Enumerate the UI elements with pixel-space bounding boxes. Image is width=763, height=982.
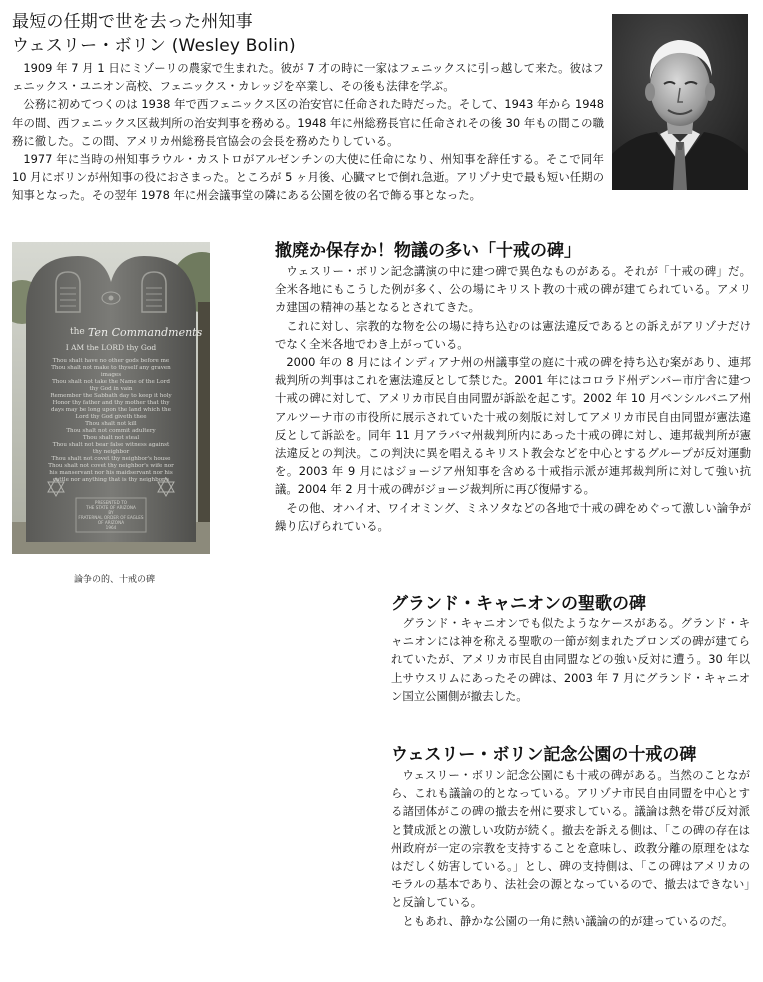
plaque-line: OF ARIZONA [97,520,125,525]
tablet-line: Honor thy father and thy mother that thy [52,400,170,406]
tablet-line: Thou shalt not covet thy neighbor's house [51,456,171,462]
section2-text [391,614,750,705]
article-title: 最短の任期で世を去った州知事 [12,12,253,32]
tablet-lord-line: I AM the LORD thy God [65,343,157,352]
plaque-line: PRESENTED TO [94,500,128,505]
intro-paragraph: 1909 年 7 月 1 日にミゾーリの農家で生まれた。彼が 7 才の時に一家はフェニックスに引っ越して来た。彼はフェニックス・ユニオン高校、フェニックス・カレッジを卒業し、その後も法律を学ぶ。 [12,61,604,94]
tablet-line: Thou shalt not steal [82,435,140,441]
tablet-line: Thou shalt not make to thyself any graven [51,365,171,371]
monument-caption: 論争の的、十戒の碑 [74,575,156,585]
tablet-line: Remember the Sabbath day to keep it holy [50,393,172,399]
tablet-title-the: the [70,327,85,337]
tablet-line: thy God in vain [89,386,133,392]
tablet-title: Ten Commandments [88,326,203,339]
section1-text [275,262,751,535]
tablet-line: his manservant nor his maidservant nor his [49,470,173,476]
section3-text [391,766,750,930]
intro-text [12,59,604,205]
intro-paragraph: 1977 年に当時の州知事ラウル・カストロがアルゼンチンの大使に任命になり、州知事を辞任する。そこで同年 10 月にボリンが州知事の役におさまった。ところが 5 ヶ月後、心臓マヒで倒れ急逝。アリゾナ史で最も短い任期の知事となった。その翌年 1978 年に州会議事堂の隣にある公園を彼の名で飾る事となった。 [12,152,604,203]
section3-paragraph: ウェスリー・ボリン記念公園にも十戒の碑がある。当然のことながら、これも議論の的となっている。アリゾナ市民自由同盟を中心とする諸団体がこの碑の撤去を州に要求している。議論は熱を帯び反対派と賛成派との激しい攻防が続く。撤去を訴える側は、「この碑の存在は州政府が一定の宗教を支持することを意味し、政教分離の原理をはなはだしく妨害している。」とし、碑の支持側は、「この碑はアメリカのモラルの基本であり、法社会の源となっているので、撤去はできない」と反論している。 [391,768,750,910]
tablet-line: Thou shalt have no other gods before me [52,358,170,364]
tablet-line: Thou shalt not bear false witness against [52,442,170,448]
portrait-illustration [612,14,748,190]
plaque-line: THE STATE OF ARIZONA [86,505,136,510]
ten-commandments-monument [12,242,210,554]
plaque-line: BY [108,510,114,515]
section3-heading: ウェスリー・ボリン記念公園の十戒の碑 [391,745,697,765]
tablet-line: days may be long upon the land which the [51,407,171,413]
intro-paragraph: 公務に初めてつくのは 1938 年で西フェニックス区の治安官に任命された時だった。そして、1943 年から 1948 年の間、西フェニックス区裁判所の治安判事を務める。1948 年に州総務長官に任命されその後 30 年もの間この職務に徹した。この間、アメリカ州総務長官協会の会長を務めたりしている。 [12,97,604,148]
section2-heading: グランド・キャニオンの聖歌の碑 [391,594,646,614]
tablet-line: Thou shalt not covet thy neighbor's wife nor [48,463,174,469]
tablet-line: images [100,372,122,378]
section3-paragraph: ともあれ、静かな公園の一角に熱い議論の的が建っているのだ。 [402,913,734,928]
article-subtitle: ウェスリー・ボリン (Wesley Bolin) [12,36,296,56]
section1-paragraph: ウェスリー・ボリン記念講演の中に建つ碑で異色なものがある。それが「十戒の碑」だ。全米各地にもこうした例が多く、公の場にキリスト教の十戒の碑が建てられている。アメリカ建国の精神の基となるとされてきた。 [275,264,751,315]
tablet-line: Thou shalt not take the Name of the Lord [52,379,170,385]
plaque-line: FRATERNAL ORDER OF EAGLES [78,515,144,520]
section1-paragraph: これに対し、宗教的な物を公の場に持ち込むのは憲法違反であるとの訴えがアリゾナだけでなく全米各地でわき上がっている。 [275,318,751,351]
section2-paragraph: グランド・キャニオンでも似たようなケースがある。グランド・キャニオンには神を称える聖歌の一節が刻まれたブロンズの碑が建てられていたが、アメリカ市民自由同盟などの強い反対に遭う。30 年以上サウスリムにあったその碑は、2003 年 7 月にグランド・キャニオン国立公園側が撤去した。 [391,616,750,703]
tablet-line: thy neighbor [92,449,130,455]
tablet-line: cattle nor anything that is thy neighbor's [52,477,170,483]
section1-heading: 撤廃か保存か！物議の多い「十戒の碑」 [275,241,581,261]
portrait-photo [612,14,748,190]
tablet-line: Thou shalt not commit adultery [66,428,156,434]
plaque-line: 1964 [105,525,117,530]
tablet-line: Thou shalt not kill [85,421,137,427]
tablet-line: Lord thy God giveth thee [75,414,147,420]
monument-photo [12,242,210,554]
section1-paragraph: その他、オハイオ、ワイオミング、ミネソタなどの各地で十戒の碑をめぐって激しい論争が繰り広げられている。 [275,500,751,533]
section1-paragraph: 2000 年の 8 月にはインディアナ州の州議事堂の庭に十戒の碑を持ち込む案があり、連邦裁判所の判事はこれを憲法違反として禁じた。2001 年にはコロラド州デンバー市庁舎に建つ十戒の碑に対して、アメリカ市民自由同盟が訴訟を起こす。2002 年 10 月ペンシルバニア州アルツーナ市の市役所に展示されていた十戒の刻版に対してアメリカ市民自由同盟が憲法違反として訴訟を。同年 11 月アラバマ州裁判所内にあった十戒の碑に対し、連邦裁判所が憲法違反との判決。この判決に異を唱えるキリスト教会などを中心とするグループが反対運動を。2003 年 9 月にはジョージア州知事を含める十戒指示派が連邦裁判所に対して強い抗議。2004 年 2 月十戒の碑がジョージ裁判所に再び復帰する。 [275,355,751,497]
